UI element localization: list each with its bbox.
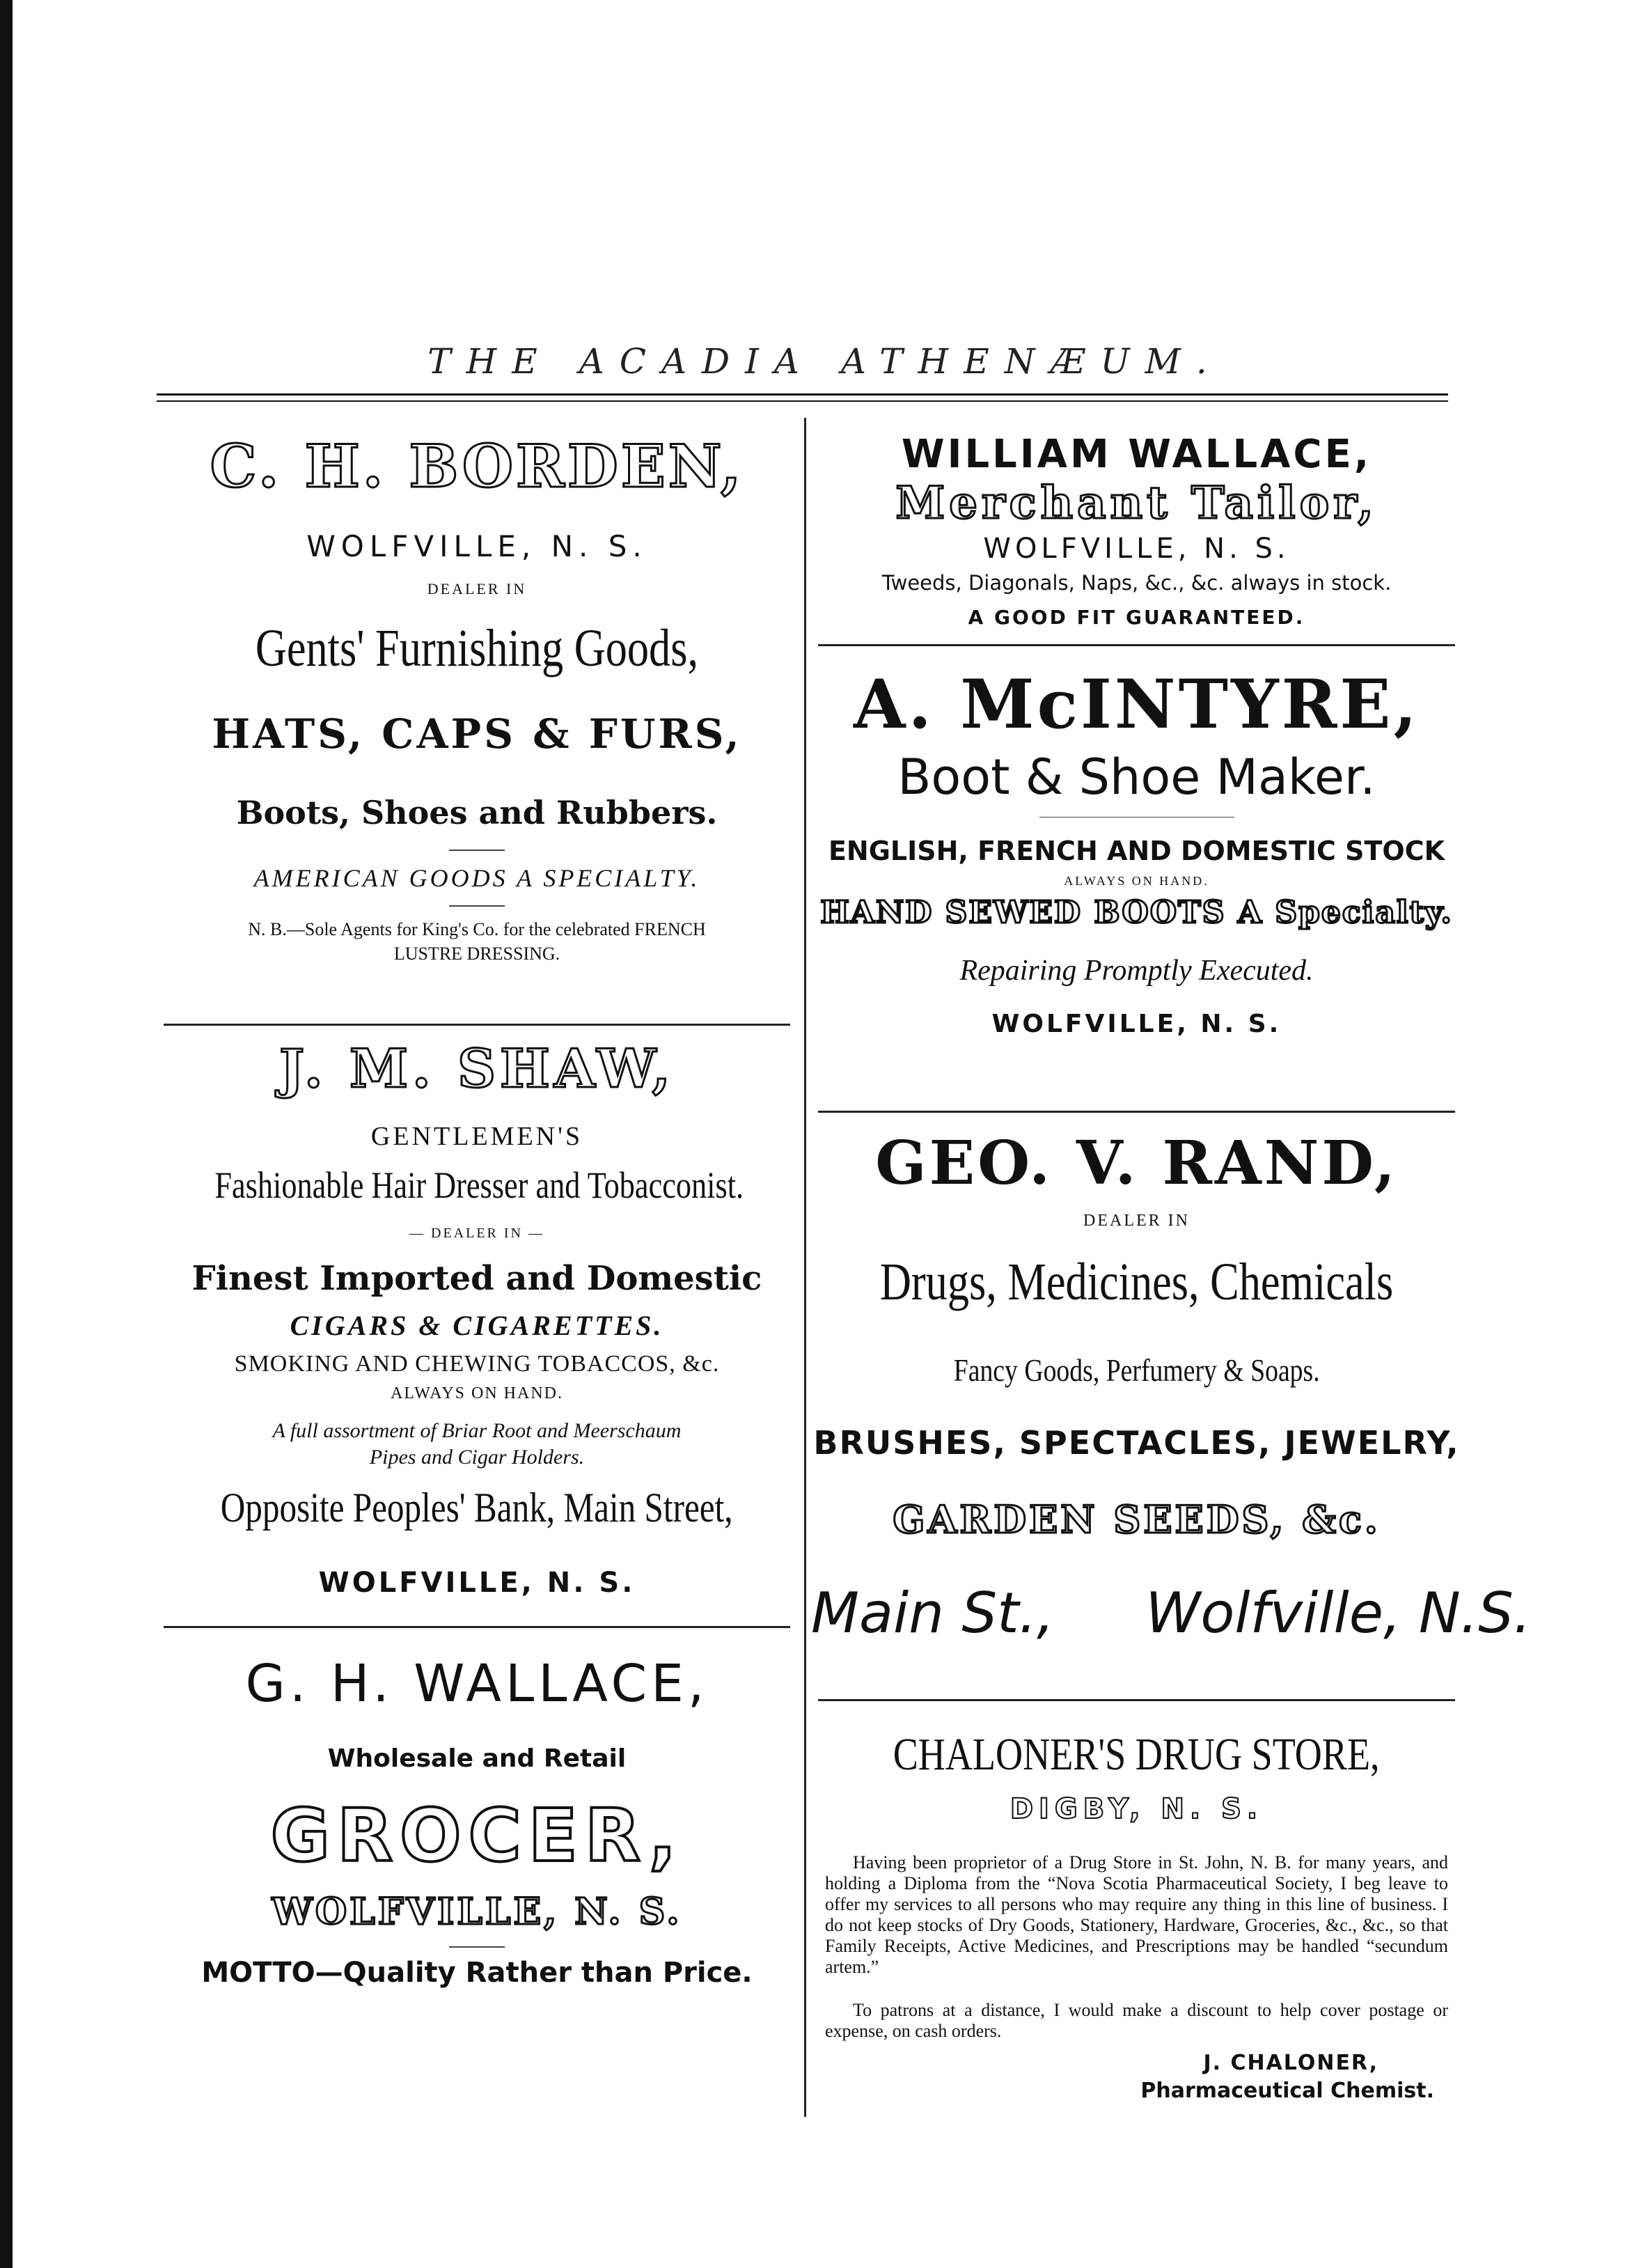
mcintyre-line1: ENGLISH, FRENCH AND DOMESTIC STOCK	[828, 836, 1445, 866]
rand-line1-wrap	[811, 1250, 1462, 1313]
rand-address	[811, 1581, 1532, 1645]
borden-line2: HATS, CAPS & FURS,	[212, 710, 742, 758]
rand-address-right: Wolfville, N.S.	[1145, 1581, 1532, 1645]
chaloner-para2: To patrons at a distance, I would make a discount to help cover postage or expense, on cash orders.	[825, 2000, 1448, 2041]
borden-line3: Boots, Shoes and Rubbers.	[236, 794, 718, 831]
mcintyre-line4: Repairing Promptly Executed.	[959, 955, 1314, 987]
right-separator-3	[818, 1699, 1455, 1701]
borden-line1: Gents' Furnishing Goods,	[255, 619, 699, 678]
ad-gh-wallace	[157, 1640, 797, 2030]
gh-wallace-short-rule	[449, 1946, 505, 1948]
borden-short-rule-2	[449, 905, 505, 907]
mcintyre-name: A. McINTYRE,	[853, 665, 1420, 744]
shaw-line3: SMOKING AND CHEWING TOBACCOS, &c.	[234, 1351, 720, 1377]
rand-name: GEO. V. RAND,	[875, 1128, 1398, 1198]
borden-dealer-in: DEALER IN	[427, 580, 527, 597]
gh-wallace-name: G. H. WALLACE,	[245, 1654, 709, 1714]
chaloner-title: Pharmaceutical Chemist.	[1140, 2079, 1434, 2103]
gh-wallace-line1: Wholesale and Retail	[327, 1744, 627, 1773]
w-wallace-line1: Tweeds, Diagonals, Naps, &c., &c. always in stock.	[881, 571, 1392, 595]
ad-mcintyre	[811, 658, 1462, 1118]
mcintyre-trade: Boot & Shoe Maker.	[897, 749, 1376, 806]
chaloner-name-wrap	[811, 1727, 1462, 1781]
rand-line3: BRUSHES, SPECTACLES, JEWELRY,	[813, 1424, 1460, 1462]
gh-wallace-trade: GROCER,	[270, 1793, 684, 1878]
borden-note2: LUSTRE DRESSING.	[393, 944, 560, 964]
shaw-line1: Finest Imported and Domestic	[191, 1259, 762, 1298]
shaw-address-wrap	[157, 1483, 797, 1532]
rand-line2: Fancy Goods, Perfumery & Soaps.	[953, 1352, 1320, 1388]
shaw-town: WOLFVILLE, N. S.	[318, 1567, 636, 1599]
shaw-line5a: A full assortment of Briar Root and Meerschaum	[272, 1419, 682, 1442]
running-head: THE ACADIA ATHENÆUM.	[427, 341, 1223, 382]
gh-wallace-motto: MOTTO—Quality Rather than Price.	[201, 1957, 753, 1989]
header-rule-bottom	[157, 400, 1448, 402]
ad-borden	[157, 418, 797, 1031]
borden-line1-wrap	[157, 616, 797, 680]
rand-line2-wrap	[811, 1351, 1462, 1389]
ad-shaw	[157, 1038, 797, 1734]
borden-note: N. B.—Sole Agents for King's Co. for the celebrated FRENCH	[248, 919, 706, 939]
header-rule-top	[157, 393, 1448, 396]
left-column	[157, 418, 797, 2145]
left-separator-1	[164, 1024, 790, 1026]
w-wallace-trade: Merchant Tailor,	[895, 477, 1378, 529]
borden-name: C. H. BORDEN,	[210, 432, 744, 501]
mcintyre-line2: ALWAYS ON HAND.	[1064, 874, 1209, 888]
shaw-trade-wrap	[157, 1163, 797, 1207]
shaw-title: GENTLEMEN'S	[370, 1122, 583, 1151]
chaloner-para1: Having been proprietor of a Drug Store in St. John, N. B. for many years, and holding a Diploma from the “Nova Scotia Pharmaceutical Society, I beg leave to offer my services to all persons who may require any thing in this line of business. I do not keep stocks of Dry Goods, Stationery, Hardware, Groceries, &c., &c., so that Family Receipts, Active Medicines, and Prescriptions may be handled “secundum artem.”	[825, 1852, 1448, 1977]
left-separator-2	[164, 1626, 790, 1628]
shaw-line2: CIGARS & CIGARETTES.	[290, 1310, 664, 1341]
right-separator-2	[818, 1111, 1455, 1113]
ad-chaloner	[811, 1713, 1462, 2145]
shaw-line4: ALWAYS ON HAND.	[390, 1384, 563, 1402]
borden-town: WOLFVILLE, N. S.	[306, 529, 647, 563]
borden-specialty: AMERICAN GOODS A SPECIALTY.	[253, 864, 700, 892]
scan-edge	[0, 0, 13, 2268]
shaw-line5b: Pipes and Cigar Holders.	[369, 1446, 585, 1469]
ad-w-wallace	[811, 418, 1462, 648]
shaw-trade: Fashionable Hair Dresser and Tobacconist.	[214, 1164, 744, 1206]
w-wallace-town: WOLFVILLE, N. S.	[983, 533, 1290, 565]
shaw-dealer-in: — DEALER IN —	[409, 1226, 544, 1241]
shaw-name: J. M. SHAW,	[279, 1038, 675, 1100]
chaloner-town: DIGBY, N. S.	[1009, 1793, 1264, 1825]
shaw-address: Opposite Peoples' Bank, Main Street,	[221, 1485, 733, 1531]
chaloner-name: CHALONER'S DRUG STORE,	[893, 1729, 1380, 1780]
mcintyre-line3: HAND SEWED BOOTS A Specialty.	[820, 895, 1453, 930]
ad-rand	[811, 1125, 1532, 1696]
borden-short-rule-1	[449, 850, 505, 851]
rand-address-left: Main St.,	[811, 1581, 1055, 1645]
rand-line4: GARDEN SEEDS, &c.	[893, 1497, 1381, 1542]
right-separator-1	[818, 644, 1455, 646]
rand-line1: Drugs, Medicines, Chemicals	[879, 1253, 1394, 1311]
mcintyre-town: WOLFVILLE, N. S.	[991, 1010, 1282, 1038]
gh-wallace-town: WOLFVILLE, N. S.	[272, 1891, 682, 1933]
w-wallace-line2: A GOOD FIT GUARANTEED.	[968, 606, 1305, 629]
right-column	[811, 418, 1532, 2145]
rand-dealer-in: DEALER IN	[1083, 1212, 1190, 1230]
chaloner-signature: J. CHALONER,	[1203, 2051, 1378, 2075]
column-divider	[804, 418, 806, 2117]
w-wallace-name: WILLIAM WALLACE,	[901, 432, 1372, 477]
mcintyre-short-rule	[1039, 817, 1234, 818]
